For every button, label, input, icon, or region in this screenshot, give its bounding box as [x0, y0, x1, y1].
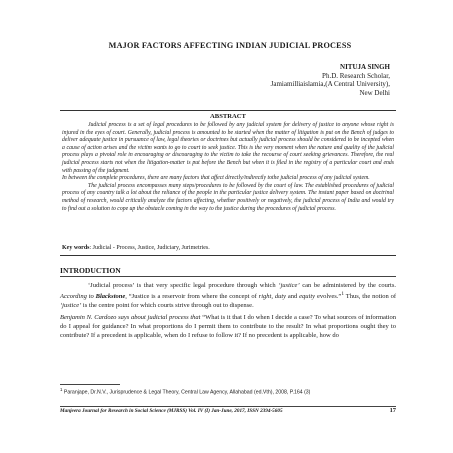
section-divider	[60, 276, 396, 277]
paper-title: MAJOR FACTORS AFFECTING INDIAN JUDICIAL PROCESS	[108, 41, 352, 50]
keywords-label: Key words	[62, 245, 90, 251]
footnote	[60, 387, 396, 397]
introduction-paragraph-1	[60, 281, 396, 310]
abstract-paragraph-3: The judicial process encompasses many steps/procedures to be followed by the court of law. The established procedures of judicial process of any country talk a lot about the reliance of the people in the particular justice delivery system. The instant paper based on doctrinal method of research, would critically analyze the factors affecting, whether positively or negatively, the judicial process of India and would try to find out a solution to cope up the obstacle coming in the way to the justice during the procedures of judicial process.	[62, 182, 394, 212]
text-run: , “Justice is a reservoir from where the concept of	[125, 293, 259, 301]
footer-divider	[60, 406, 396, 407]
author-affiliation-3: New Delhi	[359, 89, 390, 98]
author-affiliation-1: Ph.D. Research Scholar,	[322, 71, 390, 80]
text-run: evolves.”	[315, 293, 342, 301]
introduction-body	[60, 281, 396, 343]
author-affiliation-2: Jamiamilliaislamia,(A Central University),	[270, 80, 390, 89]
text-run: According to	[60, 293, 96, 301]
abstract-paragraph-2: In between the complete procedures, there are many factors that affect directly/indirectly tothe judicial process of any judicial system.	[62, 175, 370, 182]
footnote-text: Paranjape, Dr.N.V., Jurisprudence & Legal Theory, Central Law Agency, Allahabad (ed.Vth), 2008, P.164 (3)	[62, 389, 311, 396]
text-run: ‘justice’	[278, 282, 300, 289]
text-run: equity	[299, 293, 316, 301]
abstract-section	[60, 110, 396, 256]
text-run: Thus, the notion of	[344, 293, 397, 301]
journal-footer: Manjeera Journal for Research in Social Science (MJRSS) Vol. IV (I) Jan-June, 2017, ISSN 2394-5605	[60, 408, 283, 414]
text-run: right, duty	[258, 293, 287, 301]
keywords	[62, 245, 394, 252]
abstract-paragraph-1: Judicial process is a set of legal procedures to be followed by any judicial system for delivery of justice to anyone whose right is injured in the eyes of court. Generally, judicial process is amounted to be started when the matter of litigation is put on the Bench of judges to deliver adequate justice in pursuance of law, legal theories or doctrines but actually judicial process should be considered to be incepted when a cause of action arises and the victim wants to go to court to seek justice. This is the very moment when the nature and quality of the judicial process plays a pivotal role in encouraging or discouraging to the victim to take the recourse of court seeking grievances. Therefore, the real judicial process starts not when the litigation-matter is put before the Bench but when it is filed in the registry of a particular court and ends with passing of the judgment.	[62, 122, 394, 174]
footnote-marker: 1	[341, 291, 345, 297]
footnote-divider	[60, 384, 120, 385]
author-block	[271, 63, 390, 98]
text-run: Blackstone	[95, 293, 126, 301]
text-run: ‘Judicial process’ is that very specific legal procedure through which	[88, 282, 279, 289]
author-name: NITUJA SINGH	[340, 63, 390, 71]
abstract-text	[62, 122, 394, 213]
footnote-number: 1	[60, 387, 63, 392]
text-run: Benjamin N. Cardozo says about judicial process that	[60, 314, 201, 322]
abstract-heading: ABSTRACT	[210, 113, 246, 120]
text-run: and	[286, 293, 300, 301]
text-run: ‘justice’	[60, 302, 82, 310]
text-run: is the centre point for which courts strive through out to dispense.	[81, 302, 254, 310]
keywords-list: : Judicial - Process, Justice, Judiciary, Jurimetries.	[89, 245, 210, 251]
introduction-paragraph-2	[60, 313, 396, 340]
text-run: “What is it that I do when I decide a case? To what sources of information do I appeal for guidance? In what proportions do I permit them to contribute to the result? In what proportions ought they to contribute? If a precedent is applicable, when do I refuse to follow it? If no precedent is applicable, how do	[60, 314, 397, 340]
page-number: 17	[389, 407, 396, 414]
introduction-heading: INTRODUCTION	[60, 266, 121, 275]
text-run: can be administered by the courts.	[299, 282, 396, 289]
